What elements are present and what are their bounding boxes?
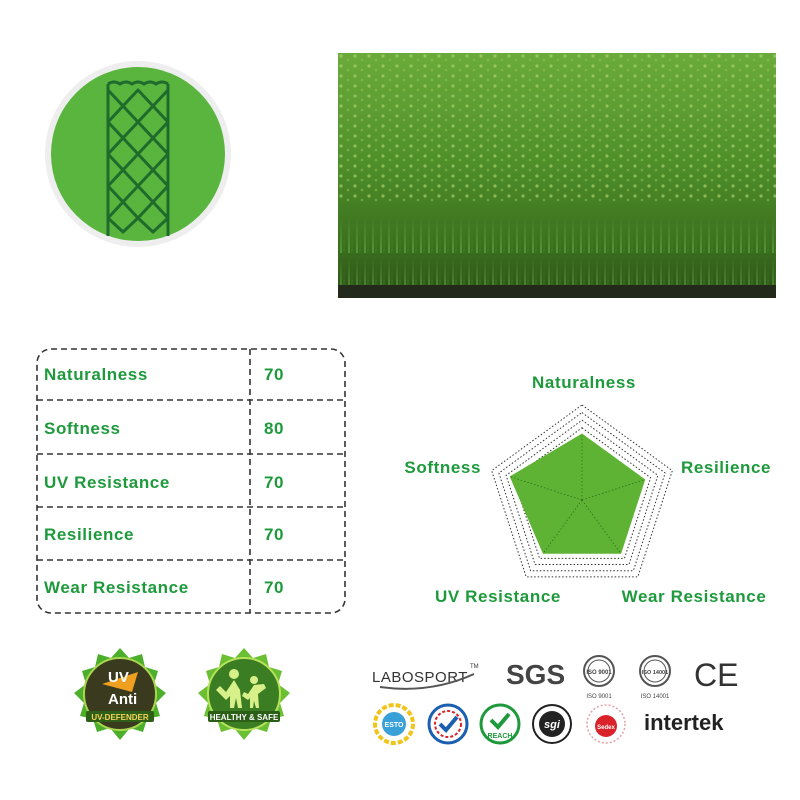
iso-9001-logo [578,654,620,700]
healthy-safe-text: HEALTHY & SAFE [209,713,279,722]
rating-value: 70 [264,578,285,597]
svg-text:CE: CE [694,657,739,690]
labosport-logo [370,660,480,694]
rating-value: 70 [264,365,285,384]
fiber-cross-section-image [44,60,232,248]
healthy-safe-badge [196,646,292,742]
svg-text:Sedex: Sedex [597,725,615,731]
rating-value: 70 [264,525,285,544]
rating-value: 80 [264,419,285,438]
rating-label: Wear Resistance [44,578,189,597]
svg-text:REACH: REACH [487,733,513,740]
svg-text:LABOSPORT: LABOSPORT [372,669,468,686]
anti-uv-badge [72,646,168,742]
sgs-logo [504,656,564,690]
anti-badge-text: Anti [108,691,138,708]
svg-text:sgi: sgi [544,719,560,731]
ratings-table [36,348,346,614]
uv-badge-text: UV [108,669,129,686]
sedex-logo [584,702,628,746]
reach-logo [478,702,522,746]
iso-14001-logo [632,654,678,700]
rating-value: 70 [264,473,285,492]
svg-text:SGS: SGS [506,659,564,690]
sgi-logo [530,702,574,746]
uv-defender-text: UV-DEFENDER [91,713,149,722]
esto-logo [372,702,416,746]
rating-label: Resilience [44,525,135,544]
svg-text:ISO 9001: ISO 9001 [586,694,612,700]
rating-label: UV Resistance [44,473,170,492]
radar-axis-label: Naturalness [532,373,636,392]
intertek-logo [642,706,752,740]
quality-check-logo [426,702,470,746]
radar-chart [380,360,790,620]
svg-text:ISO 9001: ISO 9001 [586,670,612,676]
radar-axis-label: Resilience [681,458,772,477]
svg-text:TM: TM [470,664,479,670]
radar-axis-label: Softness [404,458,481,477]
radar-axis-label: Wear Resistance [621,587,767,606]
rating-label: Softness [44,419,121,438]
rating-label: Naturalness [44,365,148,384]
radar-axis-label: UV Resistance [435,587,561,606]
svg-text:ESTO: ESTO [384,722,404,729]
svg-text:ISO 14001: ISO 14001 [640,694,670,700]
ce-mark [692,656,742,690]
svg-text:ISO 14001: ISO 14001 [641,670,669,676]
artificial-grass-photo [338,53,776,298]
svg-text:intertek: intertek [644,710,724,735]
